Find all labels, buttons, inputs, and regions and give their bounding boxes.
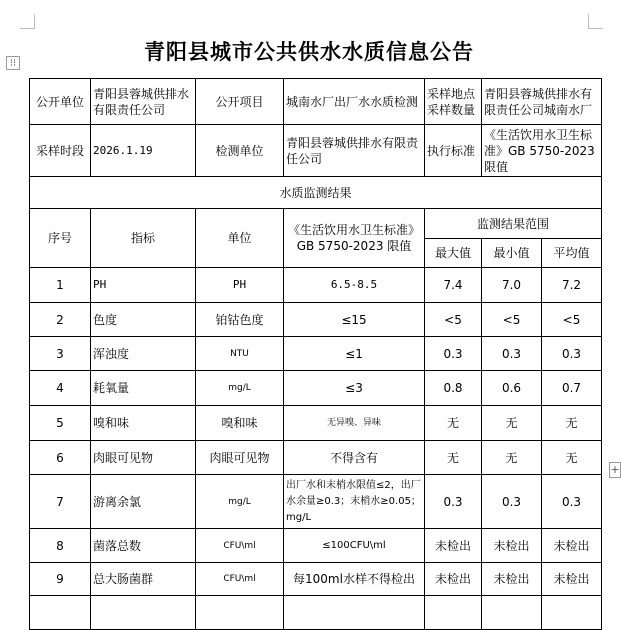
- row-avg: 0.3: [542, 475, 602, 529]
- row-unit: NTU: [196, 337, 284, 371]
- row-limit: 6.5-8.5: [284, 268, 425, 303]
- row-avg: 无: [542, 441, 602, 475]
- lab-label: 检测单位: [196, 125, 284, 177]
- empty-cell: [284, 596, 425, 630]
- row-max: 未检出: [425, 529, 482, 563]
- row-no: 2: [30, 303, 91, 337]
- row-max: 无: [425, 441, 482, 475]
- lab-value: 青阳县蓉城供排水有限责任公司: [284, 125, 425, 177]
- row-no: 7: [30, 475, 91, 529]
- unit-label: 公开单位: [30, 79, 91, 125]
- row-max: <5: [425, 303, 482, 337]
- row-avg: 未检出: [542, 529, 602, 563]
- header-limit: 《生活饮用水卫生标准》GB 5750-2023 限值: [284, 209, 425, 268]
- row-limit: ≤1: [284, 337, 425, 371]
- row-avg: 无: [542, 406, 602, 441]
- row-min: 无: [482, 406, 542, 441]
- row-no: 9: [30, 563, 91, 596]
- row-avg: <5: [542, 303, 602, 337]
- unit-value: 青阳县蓉城供排水有限责任公司: [91, 79, 196, 125]
- row-limit: 出厂水和末梢水限值≤2，出厂水余量≥0.3；末梢水≥0.05；mg/L: [284, 475, 425, 529]
- row-unit: 嗅和味: [196, 406, 284, 441]
- project-value: 城南水厂出厂水水质检测: [284, 79, 425, 125]
- sample-site-label: 采样地点 采样数量: [425, 79, 482, 125]
- standard-label: 执行标准: [425, 125, 482, 177]
- row-indicator: 浑浊度: [91, 337, 196, 371]
- row-no: 8: [30, 529, 91, 563]
- row-limit: 无异嗅、异味: [284, 406, 425, 441]
- row-min: <5: [482, 303, 542, 337]
- page-corner-mark-left: [20, 14, 35, 29]
- empty-cell: [482, 596, 542, 630]
- row-limit: ≤15: [284, 303, 425, 337]
- row-avg: 7.2: [542, 268, 602, 303]
- add-column-icon[interactable]: +: [610, 463, 620, 476]
- row-max: 0.3: [425, 337, 482, 371]
- row-no: 1: [30, 268, 91, 303]
- row-min: 0.6: [482, 371, 542, 406]
- page-title: 青阳县城市公共供水水质信息公告: [144, 40, 474, 64]
- row-avg: 0.3: [542, 337, 602, 371]
- row-unit: PH: [196, 268, 284, 303]
- header-max: 最大值: [425, 239, 482, 268]
- header-avg: 平均值: [542, 239, 602, 268]
- row-indicator: 肉眼可见物: [91, 441, 196, 475]
- row-indicator: 总大肠菌群: [91, 563, 196, 596]
- header-unit: 单位: [196, 209, 284, 268]
- row-no: 5: [30, 406, 91, 441]
- row-min: 未检出: [482, 563, 542, 596]
- row-no: 3: [30, 337, 91, 371]
- row-unit: CFU\ml: [196, 563, 284, 596]
- header-row-1: [30, 209, 602, 239]
- section-title: 水质监测结果: [30, 177, 602, 209]
- row-avg: 未检出: [542, 563, 602, 596]
- header-no: 序号: [30, 209, 91, 268]
- row-unit: CFU\ml: [196, 529, 284, 563]
- row-indicator: 耗氧量: [91, 371, 196, 406]
- empty-row: [30, 596, 602, 630]
- row-max: 7.4: [425, 268, 482, 303]
- table-row: [30, 268, 602, 303]
- row-no: 4: [30, 371, 91, 406]
- row-max: 无: [425, 406, 482, 441]
- row-max: 0.8: [425, 371, 482, 406]
- row-min: 未检出: [482, 529, 542, 563]
- row-unit: mg/L: [196, 475, 284, 529]
- empty-cell: [30, 596, 91, 630]
- water-quality-table: [29, 78, 602, 630]
- info-row-2: [30, 125, 602, 177]
- standard-value: 《生活饮用水卫生标准》GB 5750-2023 限值: [482, 125, 602, 177]
- row-indicator: PH: [91, 268, 196, 303]
- section-row: [30, 177, 602, 209]
- sample-site-value: 青阳县蓉城供排水有限责任公司城南水厂: [482, 79, 602, 125]
- row-unit: mg/L: [196, 371, 284, 406]
- row-limit: ≤3: [284, 371, 425, 406]
- table-row: [30, 303, 602, 337]
- empty-cell: [196, 596, 284, 630]
- row-unit: 肉眼可见物: [196, 441, 284, 475]
- header-min: 最小值: [482, 239, 542, 268]
- row-min: 无: [482, 441, 542, 475]
- table-row: [30, 529, 602, 563]
- row-indicator: 色度: [91, 303, 196, 337]
- empty-cell: [425, 596, 482, 630]
- row-limit: 每100ml水样不得检出: [284, 563, 425, 596]
- row-min: 0.3: [482, 475, 542, 529]
- row-max: 未检出: [425, 563, 482, 596]
- row-limit: 不得含有: [284, 441, 425, 475]
- row-min: 7.0: [482, 268, 542, 303]
- row-indicator: 嗅和味: [91, 406, 196, 441]
- table-row: [30, 441, 602, 475]
- empty-cell: [91, 596, 196, 630]
- row-max: 0.3: [425, 475, 482, 529]
- page-corner-mark-right: [588, 14, 603, 29]
- row-indicator: 菌落总数: [91, 529, 196, 563]
- info-row-1: [30, 79, 602, 125]
- row-indicator: 游离余氯: [91, 475, 196, 529]
- row-limit: ≤100CFU\ml: [284, 529, 425, 563]
- table-row: [30, 406, 602, 441]
- time-value: 2026.1.19: [91, 125, 196, 177]
- table-row: [30, 371, 602, 406]
- time-label: 采样时段: [30, 125, 91, 177]
- row-unit: 铂钴色度: [196, 303, 284, 337]
- table-row: [30, 337, 602, 371]
- empty-cell: [542, 596, 602, 630]
- project-label: 公开项目: [196, 79, 284, 125]
- row-no: 6: [30, 441, 91, 475]
- header-range: 监测结果范围: [425, 209, 602, 239]
- row-avg: 0.7: [542, 371, 602, 406]
- row-min: 0.3: [482, 337, 542, 371]
- table-move-handle-icon[interactable]: ⁝⁝: [6, 56, 20, 70]
- table-row: [30, 563, 602, 596]
- table-row: [30, 475, 602, 529]
- header-indicator: 指标: [91, 209, 196, 268]
